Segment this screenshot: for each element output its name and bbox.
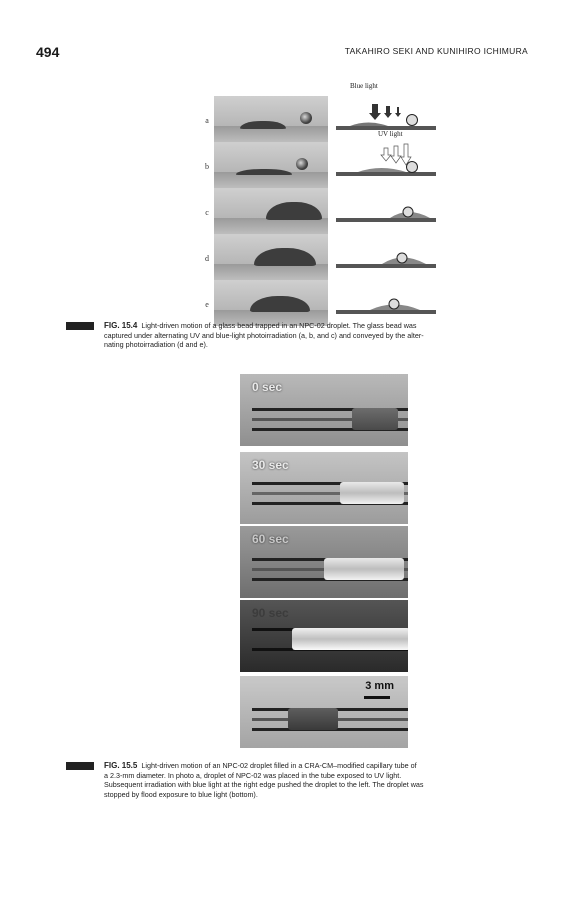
tube-photo-0-sec: [240, 374, 408, 446]
blue-light-label: Blue light: [350, 82, 378, 90]
panel-letter-c: c: [205, 208, 209, 217]
panel-row-b: [200, 130, 530, 188]
caption-marker-15-4: [66, 322, 94, 330]
panel-photo-e: [214, 280, 328, 326]
panel-row-e: [200, 280, 530, 326]
panel-diagram-b: [336, 142, 436, 188]
panel-diagram-e: [336, 280, 436, 326]
panel-letter-e: e: [205, 300, 209, 309]
uv-light-label: UV light: [378, 130, 403, 138]
caption-15-4-line-3: nating photoirradiation (d and e).: [104, 340, 208, 350]
page-number: 494: [36, 44, 60, 60]
panel-letter-d: d: [205, 254, 209, 263]
time-label-90-sec: 90 sec: [252, 606, 289, 620]
panel-letter-a: a: [205, 116, 209, 125]
scale-bar-label-3mm: 3 mm: [365, 680, 394, 692]
caption-marker-15-5: [66, 762, 94, 770]
caption-15-4-line-2: captured under alternating UV and blue-light photoirradiation (a, b, and c) and conveyed by the alter-: [104, 330, 424, 340]
panel-row-d: [200, 234, 530, 280]
caption-15-5-line-1: Light-driven motion of an NPC-02 droplet filled in a CRA-CM–modified capillary tube of: [141, 761, 417, 770]
panel-diagram-c: [336, 188, 436, 234]
tube-photo-bottom: [240, 676, 408, 748]
panel-photo-a: [214, 96, 328, 142]
panel-row-a: [200, 82, 530, 142]
panel-photo-d: [214, 234, 328, 280]
panel-letter-b: b: [205, 162, 209, 171]
panel-photo-c: [214, 188, 328, 234]
time-label-30-sec: 30 sec: [252, 458, 289, 472]
caption-15-5-line-2: a 2.3-mm diameter. In photo a, droplet of NPC-02 was placed in the tube exposed to UV light.: [104, 770, 402, 780]
tube-photo-60-sec: [240, 526, 408, 598]
time-label-0-sec: 0 sec: [252, 380, 283, 394]
panel-row-c: [200, 188, 530, 234]
running-head: TAKAHIRO SEKI AND KUNIHIRO ICHIMURA: [344, 46, 528, 56]
caption-15-4-line-1: Light-driven motion of a glass bead trapped in an NPC-02 droplet. The glass bead was: [141, 321, 417, 330]
scale-bar-3mm: [364, 696, 390, 699]
tube-photo-90-sec: [240, 600, 408, 672]
figure-15-4-label: FIG. 15.4: [104, 321, 138, 330]
figure-15-5-label: FIG. 15.5: [104, 761, 138, 770]
caption-15-5-line-4: stopped by flood exposure to blue light (bottom).: [104, 789, 258, 799]
caption-15-5-line-3: Subsequent irradiation with blue light at the right edge pushed the droplet to the left. The droplet was: [104, 780, 424, 790]
figure-15-4-caption: [104, 321, 534, 350]
time-label-60-sec: 60 sec: [252, 532, 289, 546]
figure-15-5-caption: [104, 761, 538, 799]
tube-photo-30-sec: [240, 452, 408, 524]
panel-diagram-d: [336, 234, 436, 280]
panel-photo-b: [214, 142, 328, 188]
